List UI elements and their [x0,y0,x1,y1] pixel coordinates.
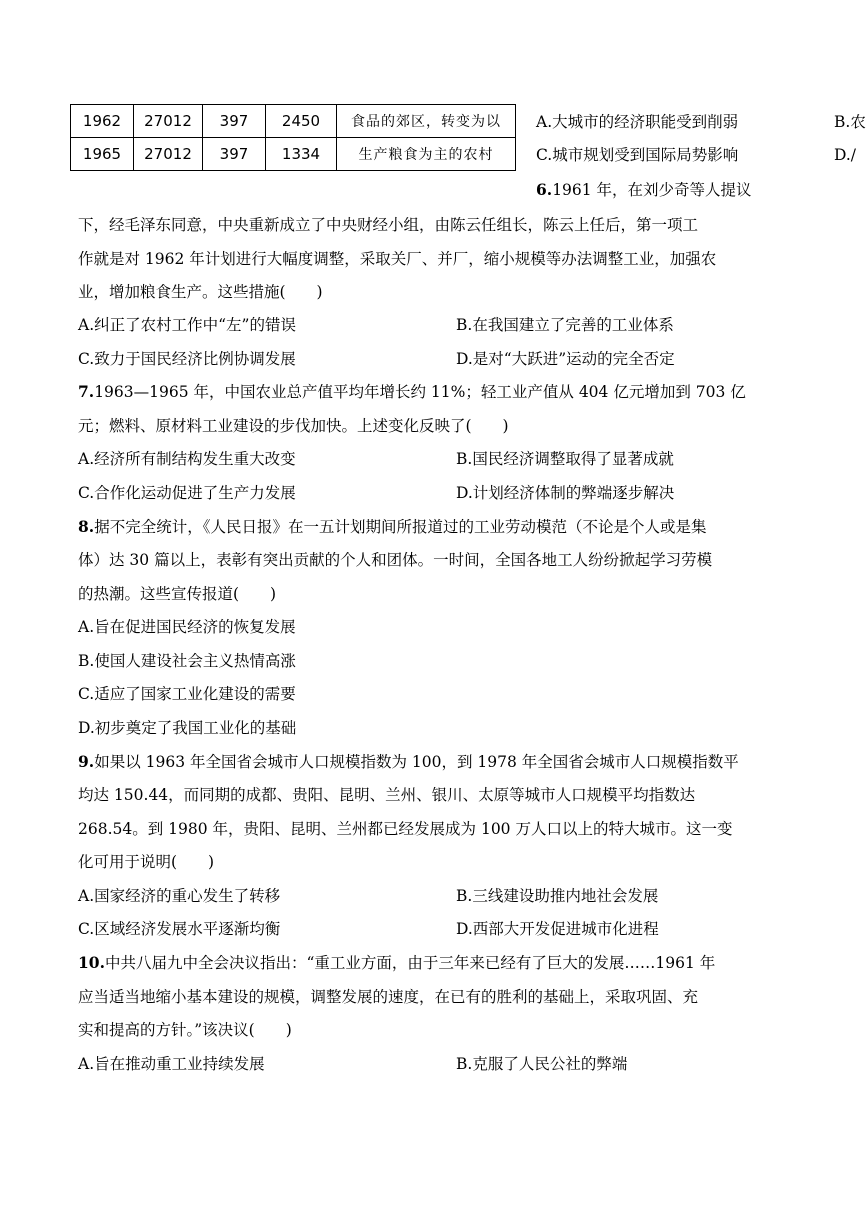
q5-option-a: A.大城市的经济职能受到削弱 [536,113,739,131]
q10-stem-line: 应当适当地缩小基本建设的规模，调整发展的速度，在已有的胜利的基础上，采取巩固、充 [78,988,699,1006]
q7-option-row [78,449,674,469]
table-cell: 1334 [266,138,337,171]
q6-stem-line: 下，经毛泽东同意，中央重新成立了中央财经小组，由陈云任组长，陈云上任后，第一项工 [78,216,699,234]
q6-stem-line: 作就是对 1962 年计划进行大幅度调整，采取关厂、并厂，缩小规模等办法调整工业，加强农 [78,250,717,268]
q9-stem-line: 均达 150.44，而同期的成都、贵阳、昆明、兰州、银川、太原等城市人口规模平均指数达 [78,786,696,804]
q8-option-d: D.初步奠定了我国工业化的基础 [78,719,297,737]
question-number: 6. [536,180,553,199]
q9-stem-line: 9.如果以 1963 年全国省会城市人口规模指数为 100，到 1978 年全国省会城市人口规模指数平 [78,752,739,771]
table-note-cell: 生产粮食为主的农村 [337,138,516,171]
table-cell: 397 [203,105,266,138]
table-row [71,105,516,138]
q10-option-row [78,1054,628,1074]
q10-stem-line: 10.中共八届九中全会决议指出：“重工业方面，由于三年来已经有了巨大的发展……1961 年 [78,953,716,972]
table-cell: 1965 [71,138,134,171]
q7-option-b: B.国民经济调整取得了显著成就 [456,450,674,468]
table-cell: 27012 [134,105,203,138]
q5-option-d: D./ [834,146,857,164]
table-row [71,138,516,171]
table-cell: 27012 [134,138,203,171]
table-cell: 1962 [71,105,134,138]
question-number: 8. [78,517,95,536]
q8-option-c: C.适应了国家工业化建设的需要 [78,685,296,703]
q6-option-a: A.纠正了农村工作中“左”的错误 [78,316,296,334]
table-cell: 397 [203,138,266,171]
q9-stem-line: 化可用于说明( ) [78,853,215,871]
data-table [70,104,516,171]
q6-stem-line: 业，增加粮食生产。这些措施( ) [78,283,323,301]
q6-option-d: D.是对“大跃进”运动的完全否定 [456,350,675,368]
q6-option-row [78,349,675,369]
table-cell: 2450 [266,105,337,138]
q5-option-b: B.农 [834,113,866,131]
q7-option-row [78,483,675,503]
q9-option-a: A.国家经济的重心发生了转移 [78,887,281,905]
q8-option-a: A.旨在促进国民经济的恢复发展 [78,618,296,636]
q8-option-b: B.使国人建设社会主义热情高涨 [78,652,296,670]
q9-option-b: B.三线建设助推内地社会发展 [456,887,659,905]
q8-stem-line: 体）达 30 篇以上，表彰有突出贡献的个人和团体。一时间，全国各地工人纷纷掀起学习劳模 [78,551,713,569]
q6-option-b: B.在我国建立了完善的工业体系 [456,316,674,334]
q10-option-b: B.克服了人民公社的弊端 [456,1055,628,1073]
q10-option-a: A.旨在推动重工业持续发展 [78,1055,265,1073]
q7-option-a: A.经济所有制结构发生重大改变 [78,450,296,468]
q9-option-d: D.西部大开发促进城市化进程 [456,920,659,938]
q7-option-c: C.合作化运动促进了生产力发展 [78,484,296,502]
q7-stem-line: 7.1963—1965 年，中国农业总产值平均年增长约 11%；轻工业产值从 404 亿元增加到 703 亿 [78,382,746,401]
q5-option-c: C.城市规划受到国际局势影响 [536,146,739,164]
q6-stem-line: 6.1961 年，在刘少奇等人提议 [536,180,752,199]
question-number: 9. [78,752,95,771]
question-number: 7. [78,382,95,401]
q9-option-c: C.区域经济发展水平逐渐均衡 [78,920,281,938]
q7-stem-line: 元；燃料、原材料工业建设的步伐加快。上述变化反映了( ) [78,417,509,435]
q7-option-d: D.计划经济体制的弊端逐步解决 [456,484,675,502]
question-number: 10. [78,953,105,972]
q8-stem-line: 的热潮。这些宣传报道( ) [78,585,277,603]
q9-stem-line: 268.54。到 1980 年，贵阳、昆明、兰州都已经发展成为 100 万人口以上的特大城市。这一变 [78,820,733,838]
table-note-cell: 食品的郊区，转变为以 [337,105,516,138]
q6-option-row [78,315,674,335]
q10-stem-line: 实和提高的方针。”该决议( ) [78,1021,292,1039]
q6-option-c: C.致力于国民经济比例协调发展 [78,350,296,368]
q9-option-row [78,919,659,939]
q9-option-row [78,886,659,906]
q8-stem-line: 8.据不完全统计，《人民日报》在一五计划期间所报道过的工业劳动模范（不论是个人或是集 [78,517,707,536]
